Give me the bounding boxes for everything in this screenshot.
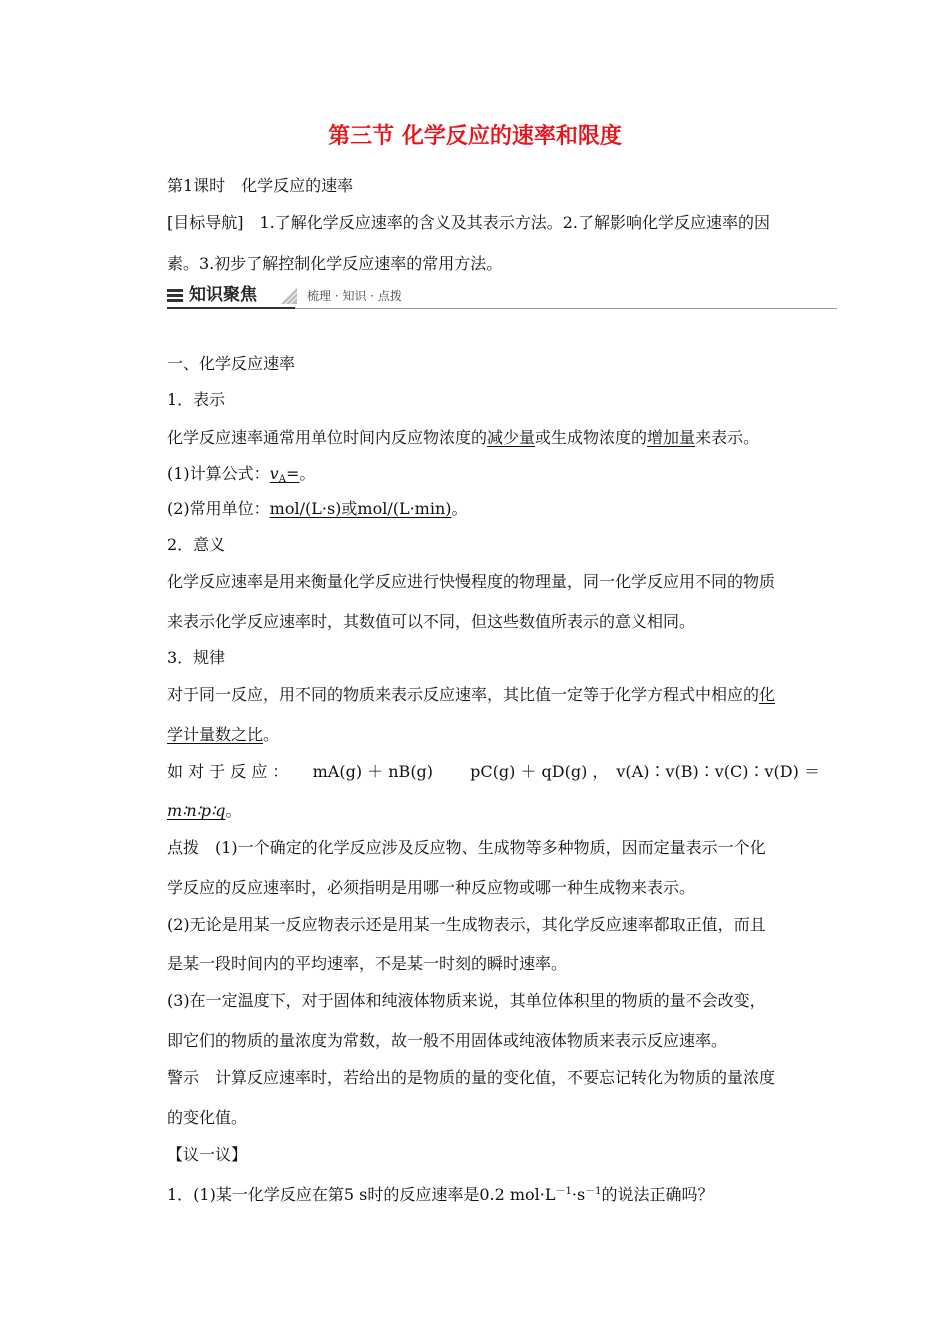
underlined-answer: 学计量数之比 bbox=[167, 725, 264, 744]
text: 。 bbox=[263, 725, 280, 744]
discuss-question-1 bbox=[167, 1182, 714, 1205]
objectives-line-2: 素。3.初步了解控制化学反应速率的常用方法。 bbox=[167, 254, 503, 273]
discuss-heading: 【议一议】 bbox=[167, 1145, 248, 1164]
underlined-answer: 化 bbox=[759, 685, 776, 704]
text: 对于同一反应，用不同的物质来表示反应速率，其比值一定等于化学方程式中相应的 bbox=[167, 685, 760, 704]
formula-line bbox=[167, 464, 315, 490]
reaction-equation: mA(g) ＋ nB(g) pC(g) ＋ qD(g) ， v(A)∶v(B)∶v(C)∶v(D) ＝ bbox=[312, 762, 820, 781]
rule-line-2 bbox=[167, 725, 279, 745]
unit-line bbox=[167, 499, 468, 519]
example-line-2 bbox=[167, 801, 241, 821]
formula-equals: = bbox=[285, 464, 300, 483]
formula-answer bbox=[270, 464, 300, 483]
text: 。 bbox=[299, 464, 316, 483]
tip-3-line-2: 即它们的物质的量浓度为常数，故一般不用固体或纯液体物质来表示反应速率。 bbox=[167, 1031, 728, 1050]
rule-line-1 bbox=[167, 685, 775, 705]
tip-2-line-1: (2)无论是用某一反应物表示还是用某一生成物表示，其化学反应速率都取正值，而且 bbox=[167, 915, 766, 934]
heading-meaning: 2．意义 bbox=[167, 535, 226, 554]
text: 化学反应速率通常用单位时间内反应物浓度的 bbox=[167, 428, 488, 447]
superscript: －1 bbox=[555, 1186, 572, 1197]
lesson-subtitle: 第1课时 化学反应的速率 bbox=[167, 176, 354, 195]
tip-1-line-2: 学反应的反应速率时，必须指明是用哪一种反应物或哪一种生成物来表示。 bbox=[167, 878, 696, 897]
heading-rule: 3．规律 bbox=[167, 648, 226, 667]
superscript: －1 bbox=[585, 1186, 602, 1197]
triangle-stripes-icon bbox=[281, 288, 297, 304]
text: 或生成物浓度的 bbox=[535, 428, 648, 447]
unit-answer: mol/(L·s)或mol/(L·min) bbox=[269, 499, 452, 518]
warning-line-2: 的变化值。 bbox=[167, 1108, 248, 1127]
text: 。 bbox=[225, 801, 242, 820]
example-line-1 bbox=[167, 762, 820, 782]
underlined-answer: 减少量 bbox=[487, 428, 536, 447]
tip-3-line-1: (3)在一定温度下，对于固体和纯液体物质来说，其单位体积里的物质的量不会改变， bbox=[167, 991, 766, 1010]
unit-label: (2)常用单位： bbox=[167, 499, 270, 518]
text: 来表示。 bbox=[695, 428, 760, 447]
underlined-answer: 增加量 bbox=[647, 428, 696, 447]
warning-line-1: 警示 计算反应速率时，若给出的是物质的量的变化值，不要忘记转化为物质的量浓度 bbox=[167, 1068, 776, 1087]
meaning-line-2: 来表示化学反应速率时，其数值可以不同，但这些数值所表示的意义相同。 bbox=[167, 612, 696, 631]
stripes-icon bbox=[167, 288, 183, 304]
text: 的说法正确吗？ bbox=[601, 1185, 714, 1204]
objectives-line-1: [目标导航] 1.了解化学反应速率的含义及其表示方法。2.了解影响化学反应速率的因 bbox=[167, 213, 771, 232]
meaning-line-1: 化学反应速率是用来衡量化学反应进行快慢程度的物理量，同一化学反应用不同的物质 bbox=[167, 572, 776, 591]
heading-reaction-rate: 一、化学反应速率 bbox=[167, 354, 296, 373]
formula-subscript: A bbox=[278, 474, 286, 485]
formula-v: v bbox=[269, 464, 279, 483]
text: 1．(1)某一化学反应在第5 s时的反应速率是0.2 mol·L bbox=[167, 1185, 556, 1204]
banner-subtitle: 梳理 · 知识 · 点拨 bbox=[307, 289, 402, 303]
tip-2-line-2: 是某一段时间内的平均速率，不是某一时刻的瞬时速率。 bbox=[167, 954, 568, 973]
tip-1-line-1: 点拨 (1)一个确定的化学反应涉及反应物、生成物等多种物质，因而定量表示一个化 bbox=[167, 838, 766, 857]
knowledge-banner bbox=[167, 284, 837, 310]
text: ·s bbox=[571, 1185, 586, 1204]
section-title: 第三节 化学反应的速率和限度 bbox=[328, 124, 622, 149]
paragraph-representation bbox=[167, 428, 759, 448]
heading-representation: 1．表示 bbox=[167, 390, 226, 409]
text: 。 bbox=[451, 499, 468, 518]
text: 如 对 于 反 应 ： bbox=[167, 762, 289, 781]
formula-label: (1)计算公式： bbox=[167, 464, 270, 483]
banner-rule-accent bbox=[167, 307, 295, 309]
underlined-answer: m∶n∶p∶q bbox=[167, 801, 226, 820]
banner-title: 知识聚焦 bbox=[189, 285, 257, 305]
